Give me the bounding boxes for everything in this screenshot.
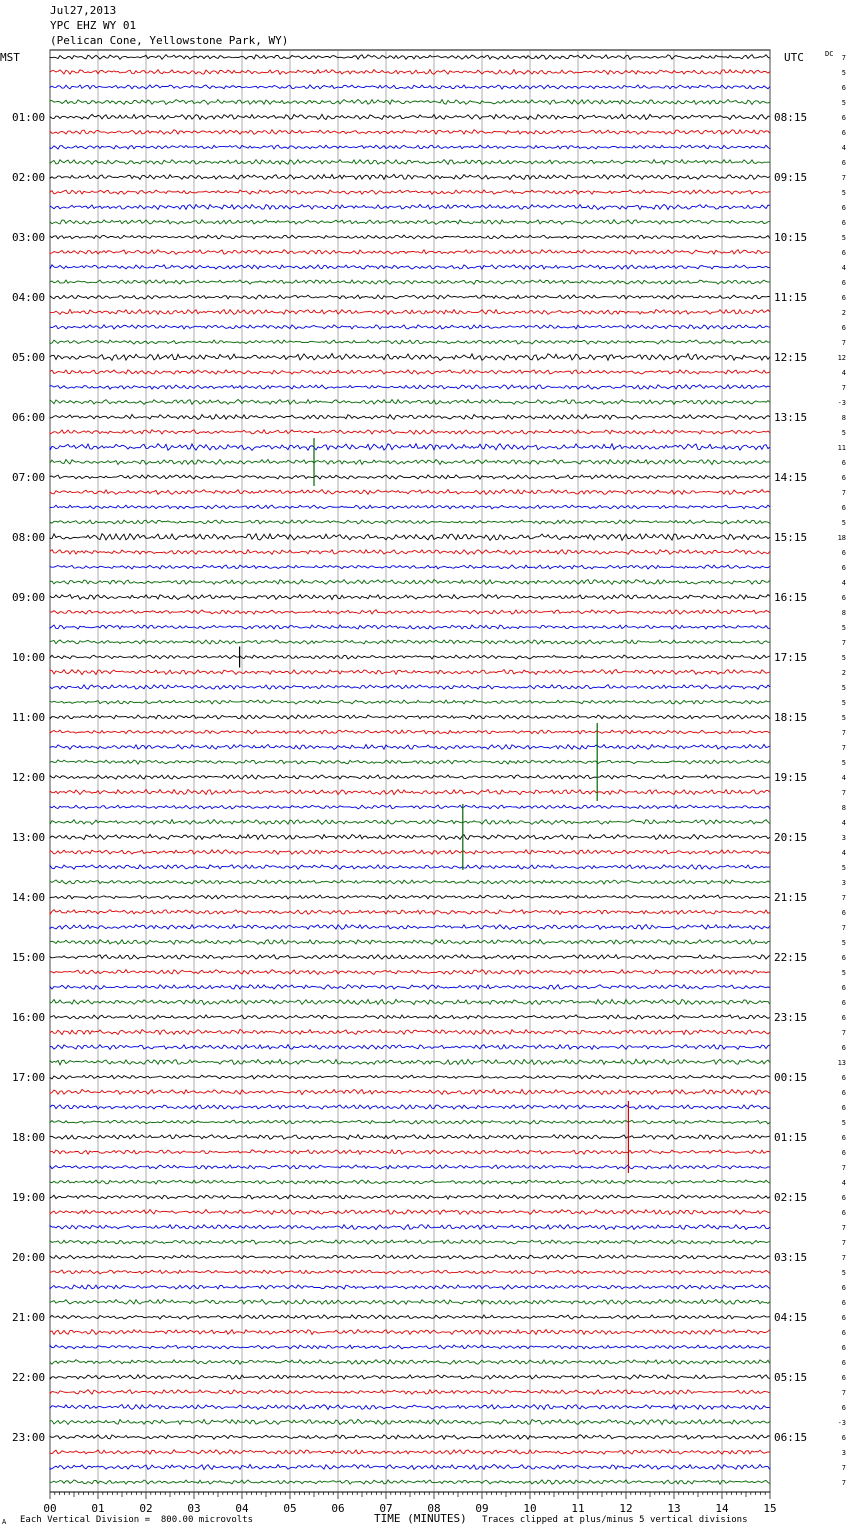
dc-offset-value: 5 (841, 69, 846, 77)
x-tick-label: 00 (43, 1502, 57, 1515)
dc-offset-value: 8 (841, 804, 846, 812)
dc-offset-value: 12 (837, 354, 846, 362)
trace-row (50, 820, 770, 825)
trace-row (50, 1059, 770, 1065)
hour-label-mst: 05:00 (12, 351, 46, 364)
trace-row (50, 85, 770, 89)
x-tick-label: 05 (283, 1502, 297, 1515)
dc-offset-value: 4 (841, 1179, 846, 1187)
trace-row (50, 1165, 770, 1169)
trace-row (50, 190, 770, 194)
hour-label-mst: 16:00 (12, 1011, 46, 1024)
dc-offset-value: 4 (841, 144, 846, 152)
clip-note: Traces clipped at plus/minus 5 vertical divisions (482, 1515, 748, 1525)
dc-offset-value: 18 (837, 534, 846, 542)
dc-offset-value: 6 (841, 1299, 846, 1307)
trace-row (50, 1329, 770, 1334)
trace-row (50, 834, 770, 839)
x-tick-label: 12 (619, 1502, 633, 1515)
dc-offset-value: 8 (841, 609, 846, 617)
left-timezone-label: MST (0, 51, 20, 64)
dc-offset-value: 7 (841, 744, 846, 752)
x-tick-label: 02 (139, 1502, 153, 1515)
hour-label-mst: 09:00 (12, 591, 46, 604)
trace-row (50, 565, 770, 569)
dc-offset-value: 7 (841, 789, 846, 797)
hour-label-utc: 15:15 (774, 531, 808, 544)
dc-offset-value: 3 (841, 834, 846, 842)
dc-offset-value: 5 (841, 969, 846, 977)
trace-row (50, 459, 770, 464)
station-location: (Pelican Cone, Yellowstone Park, WY) (50, 34, 289, 47)
trace-row (50, 1435, 770, 1440)
dc-offset-value: 6 (841, 114, 846, 122)
trace-row (50, 625, 770, 629)
hour-label-mst: 19:00 (12, 1191, 46, 1204)
dc-offset-value: 4 (841, 849, 846, 857)
trace-row (50, 130, 770, 135)
dc-offset-value: 13 (837, 1059, 846, 1067)
trace-row (50, 1270, 770, 1274)
dc-offset-value: 5 (841, 189, 846, 197)
trace-row (50, 1375, 770, 1379)
hour-label-utc: 00:15 (774, 1071, 808, 1084)
hour-label-mst: 13:00 (12, 831, 46, 844)
trace-row (50, 1360, 770, 1365)
trace-row (50, 1405, 770, 1410)
dc-offset-value: 4 (841, 774, 846, 782)
hour-label-utc: 19:15 (774, 771, 808, 784)
dc-offset-value: 6 (841, 129, 846, 137)
trace-row (50, 550, 770, 555)
trace-row (50, 280, 770, 284)
trace-row (50, 685, 770, 690)
trace-row (50, 340, 770, 344)
trace-row (50, 235, 770, 239)
dc-offset-value: 6 (841, 1359, 846, 1367)
recording-date: Jul27,2013 (50, 4, 117, 17)
x-tick-label: 06 (331, 1502, 345, 1515)
trace-row (50, 970, 770, 975)
hour-label-utc: 13:15 (774, 411, 808, 424)
hour-label-mst: 02:00 (12, 171, 46, 184)
dc-offset-value: 7 (841, 1389, 846, 1397)
dc-offset-value: 5 (841, 699, 846, 707)
hour-label-utc: 16:15 (774, 591, 808, 604)
dc-offset-value: 3 (841, 1449, 846, 1457)
dc-offset-value: 7 (841, 1254, 846, 1262)
trace-row (50, 865, 770, 870)
x-tick-label: 13 (667, 1502, 681, 1515)
dc-offset-value: 6 (841, 504, 846, 512)
dc-offset-value: 6 (841, 909, 846, 917)
trace-row (50, 114, 770, 119)
dc-offset-value: 7 (841, 174, 846, 182)
trace-row (50, 55, 770, 60)
hour-label-mst: 08:00 (12, 531, 46, 544)
dc-offset-value: 5 (841, 1269, 846, 1277)
x-tick-label: 03 (187, 1502, 201, 1515)
trace-row (50, 1045, 770, 1050)
trace-row (50, 174, 770, 179)
dc-offset-value: 6 (841, 1149, 846, 1157)
dc-offset-value: 2 (841, 669, 846, 677)
dc-offset-value: 5 (841, 234, 846, 242)
trace-row (50, 505, 770, 509)
vertical-scale-note: Each Vertical Division = 800.00 microvolts (20, 1515, 253, 1525)
hour-label-mst: 04:00 (12, 291, 46, 304)
hour-label-mst: 17:00 (12, 1071, 46, 1084)
dc-offset-value: 7 (841, 489, 846, 497)
trace-row (50, 1285, 770, 1289)
hour-label-utc: 04:15 (774, 1311, 808, 1324)
trace-row (50, 400, 770, 405)
hour-label-utc: 09:15 (774, 171, 808, 184)
dc-offset-value: 5 (841, 99, 846, 107)
hour-label-mst: 21:00 (12, 1311, 46, 1324)
dc-offset-value: 6 (841, 204, 846, 212)
trace-row (50, 1464, 770, 1469)
trace-row (50, 789, 770, 794)
dc-offset-value: 4 (841, 369, 846, 377)
dc-offset-value: 6 (841, 1089, 846, 1097)
trace-row (50, 955, 770, 960)
hour-label-mst: 22:00 (12, 1371, 46, 1384)
hour-label-mst: 11:00 (12, 711, 46, 724)
trace-row (50, 580, 770, 585)
dc-offset-value: 7 (841, 894, 846, 902)
dc-offset-value: 6 (841, 1329, 846, 1337)
hour-label-utc: 02:15 (774, 1191, 808, 1204)
trace-row (50, 444, 770, 451)
dc-offset-value: -3 (837, 399, 846, 407)
dc-offset-value: 6 (841, 474, 846, 482)
trace-row (50, 594, 770, 599)
trace-row (50, 939, 770, 944)
trace-row (50, 1419, 770, 1424)
trace-row (50, 655, 770, 659)
dc-offset-value: 6 (841, 1344, 846, 1352)
dc-offset-value: 6 (841, 564, 846, 572)
dc-offset-value: 11 (837, 444, 846, 452)
right-timezone-label: UTC (784, 51, 804, 64)
hour-label-mst: 03:00 (12, 231, 46, 244)
trace-row (50, 775, 770, 779)
dc-offset-header: DC (825, 50, 834, 58)
dc-offset-value: 7 (841, 729, 846, 737)
trace-row (50, 204, 770, 209)
dc-offset-value: 6 (841, 459, 846, 467)
dc-offset-value: 6 (841, 1014, 846, 1022)
hour-label-mst: 20:00 (12, 1251, 46, 1264)
trace-row (50, 1299, 770, 1304)
x-tick-label: 09 (475, 1502, 489, 1515)
trace-row (50, 700, 770, 704)
trace-row (50, 1029, 770, 1034)
trace-row (50, 309, 770, 314)
trace-row (50, 1390, 770, 1395)
dc-offset-value: 6 (841, 1074, 846, 1082)
dc-offset-value: 6 (841, 1434, 846, 1442)
hour-label-utc: 03:15 (774, 1251, 808, 1264)
trace-row (50, 1240, 770, 1244)
trace-row (50, 744, 770, 749)
dc-offset-value: 6 (841, 1134, 846, 1142)
hour-label-mst: 07:00 (12, 471, 46, 484)
dc-offset-value: 7 (841, 1224, 846, 1232)
dc-offset-value: 6 (841, 954, 846, 962)
dc-offset-value: 5 (841, 939, 846, 947)
hour-label-utc: 23:15 (774, 1011, 808, 1024)
trace-row (50, 1150, 770, 1154)
x-tick-label: 14 (715, 1502, 729, 1515)
x-tick-label: 11 (571, 1502, 585, 1515)
dc-offset-value: 7 (841, 339, 846, 347)
trace-row (50, 925, 770, 930)
trace-row (50, 220, 770, 225)
dc-offset-value: 6 (841, 1194, 846, 1202)
x-tick-label: 07 (379, 1502, 393, 1515)
dc-offset-value: 6 (841, 1044, 846, 1052)
hour-label-mst: 01:00 (12, 111, 46, 124)
trace-row (50, 1315, 770, 1319)
trace-row (50, 490, 770, 495)
dc-offset-value: 5 (841, 759, 846, 767)
dc-offset-value: 6 (841, 984, 846, 992)
dc-offset-value: 5 (841, 864, 846, 872)
hour-label-utc: 08:15 (774, 111, 808, 124)
dc-offset-value: 5 (841, 714, 846, 722)
dc-offset-value: 8 (841, 414, 846, 422)
dc-offset-value: 6 (841, 1209, 846, 1217)
dc-offset-value: 4 (841, 579, 846, 587)
dc-offset-value: 5 (841, 1119, 846, 1127)
hour-label-mst: 10:00 (12, 651, 46, 664)
trace-row (50, 1195, 770, 1199)
station-code: YPC EHZ WY 01 (50, 19, 137, 32)
hour-label-mst: 12:00 (12, 771, 46, 784)
trace-row (50, 610, 770, 614)
dc-offset-value: 5 (841, 429, 846, 437)
hour-label-mst: 06:00 (12, 411, 46, 424)
trace-row (50, 1225, 770, 1230)
trace-row (50, 1255, 770, 1259)
trace-row (50, 325, 770, 329)
trace-row (50, 1180, 770, 1184)
dc-offset-value: 6 (841, 1104, 846, 1112)
dc-offset-value: 6 (841, 1404, 846, 1412)
trace-row (50, 265, 770, 269)
dc-offset-value: 7 (841, 1239, 846, 1247)
dc-offset-value: 6 (841, 84, 846, 92)
dc-offset-value: 6 (841, 1314, 846, 1322)
dc-offset-value: 7 (841, 1479, 846, 1487)
dc-offset-value: 6 (841, 324, 846, 332)
trace-row (50, 1075, 770, 1079)
trace-row (50, 1210, 770, 1215)
x-tick-label: 01 (91, 1502, 105, 1515)
trace-row (50, 385, 770, 389)
hour-label-utc: 12:15 (774, 351, 808, 364)
plot-axes (12, 54, 846, 1515)
trace-row (50, 669, 770, 674)
dc-offset-value: 4 (841, 264, 846, 272)
hour-label-utc: 10:15 (774, 231, 808, 244)
hour-label-utc: 14:15 (774, 471, 808, 484)
dc-offset-value: 6 (841, 279, 846, 287)
dc-offset-value: 6 (841, 1284, 846, 1292)
hour-label-utc: 18:15 (774, 711, 808, 724)
dc-offset-value: 2 (841, 309, 846, 317)
trace-row (50, 534, 770, 541)
dc-offset-value: 6 (841, 594, 846, 602)
x-tick-label: 04 (235, 1502, 249, 1515)
hour-label-utc: 11:15 (774, 291, 808, 304)
x-tick-label: 15 (763, 1502, 777, 1515)
trace-row (50, 850, 770, 855)
dc-offset-value: -3 (837, 1419, 846, 1427)
trace-row (50, 160, 770, 165)
dc-offset-value: 6 (841, 294, 846, 302)
trace-row (50, 370, 770, 375)
trace-row (50, 354, 770, 361)
trace-row (50, 895, 770, 899)
trace-row (50, 730, 770, 734)
trace-row (50, 715, 770, 719)
trace-row (50, 250, 770, 255)
dc-offset-value: 7 (841, 639, 846, 647)
dc-offset-value: 5 (841, 684, 846, 692)
hour-label-utc: 21:15 (774, 891, 808, 904)
trace-row (50, 640, 770, 644)
dc-offset-value: 7 (841, 924, 846, 932)
trace-row (50, 70, 770, 75)
x-tick-label: 08 (427, 1502, 441, 1515)
trace-row (50, 414, 770, 419)
trace-row (50, 760, 770, 764)
hour-label-utc: 17:15 (774, 651, 808, 664)
trace-row (50, 985, 770, 990)
hour-label-utc: 20:15 (774, 831, 808, 844)
x-axis-title: TIME (MINUTES) (374, 1512, 467, 1525)
dc-offset-value: 7 (841, 1164, 846, 1172)
dc-offset-value: 7 (841, 1464, 846, 1472)
trace-row (50, 430, 770, 435)
hour-label-mst: 18:00 (12, 1131, 46, 1144)
trace-row (50, 99, 770, 104)
trace-row (50, 805, 770, 809)
dc-offset-value: 6 (841, 219, 846, 227)
dc-offset-value: 6 (841, 999, 846, 1007)
dc-offset-value: 6 (841, 549, 846, 557)
dc-offset-value: 6 (841, 159, 846, 167)
hour-label-utc: 22:15 (774, 951, 808, 964)
hour-label-mst: 23:00 (12, 1431, 46, 1444)
dc-offset-value: 7 (841, 384, 846, 392)
trace-row (50, 910, 770, 915)
trace-row (50, 145, 770, 149)
trace-row (50, 1015, 770, 1019)
trace-row (50, 520, 770, 524)
hour-label-utc: 01:15 (774, 1131, 808, 1144)
trace-row (50, 1480, 770, 1484)
trace-row (50, 475, 770, 479)
trace-row (50, 295, 770, 299)
hour-label-mst: 15:00 (12, 951, 46, 964)
dc-offset-value: 5 (841, 624, 846, 632)
dc-offset-value: 7 (841, 54, 846, 62)
dc-offset-value: 4 (841, 819, 846, 827)
trace-row (50, 999, 770, 1004)
seismic-traces (50, 55, 770, 1485)
corner-mark: A (2, 1518, 7, 1526)
trace-row (50, 1089, 770, 1094)
trace-row (50, 1450, 770, 1455)
hour-label-mst: 14:00 (12, 891, 46, 904)
dc-offset-value: 5 (841, 654, 846, 662)
trace-row (50, 1345, 770, 1349)
dc-offset-value: 6 (841, 249, 846, 257)
hour-label-utc: 06:15 (774, 1431, 808, 1444)
hour-label-utc: 05:15 (774, 1371, 808, 1384)
x-tick-label: 10 (523, 1502, 537, 1515)
dc-offset-value: 3 (841, 879, 846, 887)
trace-row (50, 1105, 770, 1109)
dc-offset-value: 7 (841, 1029, 846, 1037)
dc-offset-value: 5 (841, 519, 846, 527)
trace-row (50, 1120, 770, 1124)
trace-row (50, 1135, 770, 1140)
dc-offset-value: 6 (841, 1374, 846, 1382)
trace-row (50, 880, 770, 884)
